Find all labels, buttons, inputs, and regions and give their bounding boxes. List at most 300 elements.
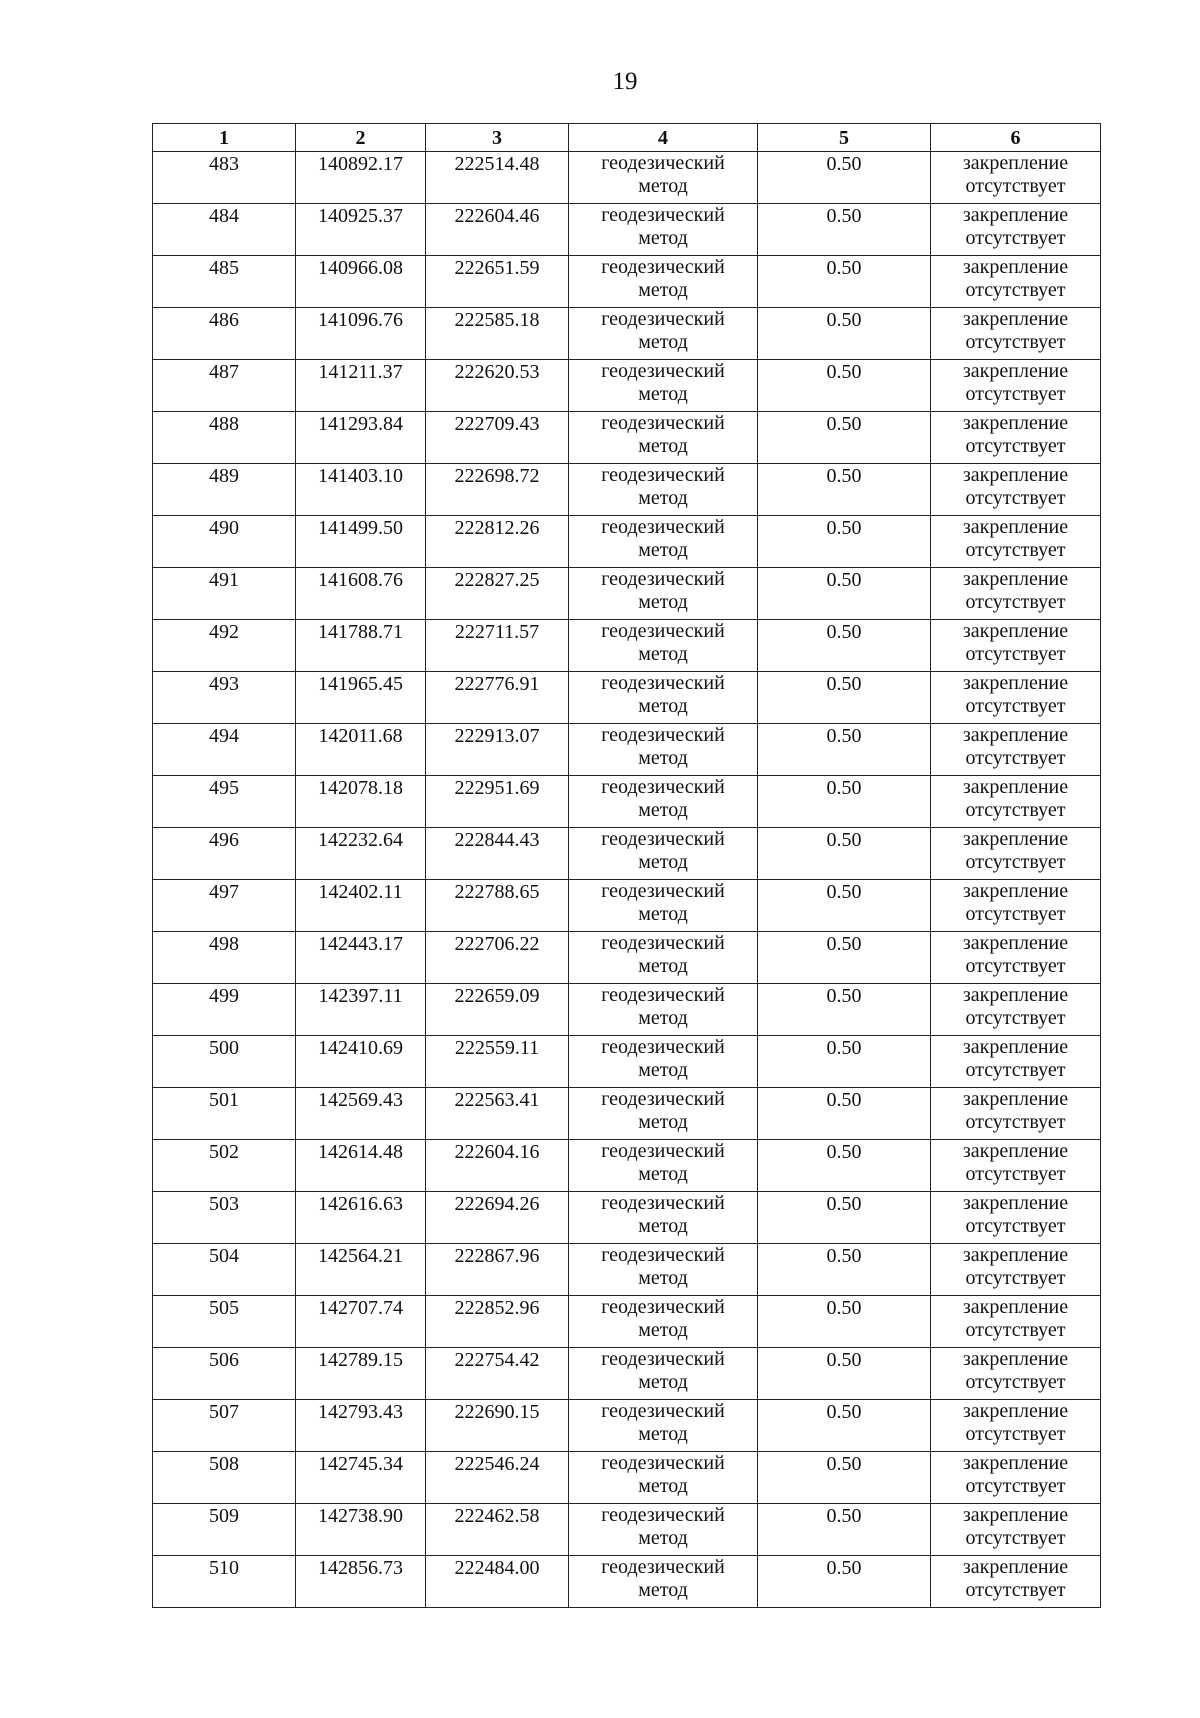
fixation-cell: [931, 1140, 1101, 1192]
point-number-text: 507: [209, 1401, 239, 1423]
coord-x: [296, 1296, 426, 1348]
point-number-text: 487: [209, 361, 239, 383]
accuracy-cell: [758, 880, 931, 932]
coord-y-text: 222812.26: [454, 517, 540, 539]
fixation-line-1: закрепление: [962, 412, 1069, 434]
coord-x-text: 140892.17: [318, 153, 403, 175]
table-row: [153, 1192, 1101, 1244]
point-number-text: 493: [209, 673, 239, 695]
accuracy-text: 0.50: [826, 1505, 862, 1527]
fixation-line-1: закрепление: [962, 204, 1069, 226]
coord-y-text: 222913.07: [454, 725, 540, 747]
point-number: [153, 724, 296, 776]
point-number-text: 484: [209, 205, 239, 227]
point-number: [153, 412, 296, 464]
fixation-cell: [931, 672, 1101, 724]
point-number-text: 505: [209, 1297, 239, 1319]
point-number: [153, 568, 296, 620]
fixation-cell: [931, 516, 1101, 568]
fixation-line-2: отсутствует: [965, 1579, 1066, 1601]
fixation-cell: [931, 1088, 1101, 1140]
method-line-2: метод: [638, 643, 688, 665]
coord-y-text: 222604.46: [454, 205, 540, 227]
coord-y: [426, 256, 569, 308]
method-cell: [569, 464, 758, 516]
coordinates-table-wrapper: [152, 123, 1100, 1608]
coord-y: [426, 464, 569, 516]
method-line-2: метод: [638, 227, 688, 249]
fixation-line-2: отсутствует: [965, 383, 1066, 405]
point-number: [153, 464, 296, 516]
method-cell: [569, 932, 758, 984]
fixation-cell: [931, 412, 1101, 464]
header-col-3: 3: [426, 124, 569, 152]
coord-x: [296, 412, 426, 464]
method-line-2: метод: [638, 383, 688, 405]
method-line-2: метод: [638, 1163, 688, 1185]
coord-x-text: 141965.45: [318, 673, 403, 695]
table-row: [153, 1088, 1101, 1140]
point-number: [153, 932, 296, 984]
method-line-1: геодезический: [601, 1036, 725, 1058]
fixation-line-1: закрепление: [962, 1244, 1069, 1266]
fixation-line-1: закрепление: [962, 880, 1069, 902]
accuracy-text: 0.50: [826, 1557, 862, 1579]
coord-x-text: 142564.21: [318, 1245, 403, 1267]
accuracy-text: 0.50: [826, 621, 862, 643]
coord-x: [296, 1400, 426, 1452]
point-number-text: 496: [209, 829, 239, 851]
method-cell: [569, 620, 758, 672]
coord-x: [296, 1088, 426, 1140]
point-number-text: 498: [209, 933, 239, 955]
point-number: [153, 256, 296, 308]
point-number: [153, 1504, 296, 1556]
method-line-2: метод: [638, 1579, 688, 1601]
coord-y: [426, 1452, 569, 1504]
coord-y: [426, 1296, 569, 1348]
method-line-2: метод: [638, 1111, 688, 1133]
coord-x: [296, 724, 426, 776]
accuracy-cell: [758, 204, 931, 256]
fixation-line-2: отсутствует: [965, 487, 1066, 509]
coord-y: [426, 204, 569, 256]
accuracy-text: 0.50: [826, 1037, 862, 1059]
method-line-1: геодезический: [601, 1348, 725, 1370]
accuracy-cell: [758, 412, 931, 464]
table-row: [153, 1452, 1101, 1504]
method-line-2: метод: [638, 851, 688, 873]
fixation-line-2: отсутствует: [965, 227, 1066, 249]
coord-x-text: 142745.34: [318, 1453, 403, 1475]
method-line-2: метод: [638, 331, 688, 353]
fixation-line-1: закрепление: [962, 672, 1069, 694]
accuracy-cell: [758, 1348, 931, 1400]
coord-y: [426, 1192, 569, 1244]
coord-x: [296, 1452, 426, 1504]
accuracy-text: 0.50: [826, 725, 862, 747]
coord-y: [426, 932, 569, 984]
coord-x-text: 142793.43: [318, 1401, 403, 1423]
fixation-cell: [931, 620, 1101, 672]
coord-y-text: 222651.59: [454, 257, 540, 279]
table-row: [153, 152, 1101, 204]
method-cell: [569, 1140, 758, 1192]
point-number-text: 492: [209, 621, 239, 643]
fixation-line-2: отсутствует: [965, 1267, 1066, 1289]
coord-x-text: 142569.43: [318, 1089, 403, 1111]
fixation-line-1: закрепление: [962, 724, 1069, 746]
coord-x-text: 141499.50: [318, 517, 403, 539]
coord-x: [296, 776, 426, 828]
fixation-cell: [931, 1348, 1101, 1400]
accuracy-text: 0.50: [826, 1141, 862, 1163]
accuracy-cell: [758, 984, 931, 1036]
point-number: [153, 1140, 296, 1192]
method-line-2: метод: [638, 1319, 688, 1341]
method-cell: [569, 1452, 758, 1504]
method-line-2: метод: [638, 695, 688, 717]
table-row: [153, 568, 1101, 620]
coord-y: [426, 308, 569, 360]
coord-x-text: 142011.68: [318, 725, 403, 747]
method-line-1: геодезический: [601, 1192, 725, 1214]
method-cell: [569, 1504, 758, 1556]
fixation-line-1: закрепление: [962, 1400, 1069, 1422]
method-line-2: метод: [638, 487, 688, 509]
fixation-line-2: отсутствует: [965, 175, 1066, 197]
fixation-line-1: закрепление: [962, 1452, 1069, 1474]
fixation-line-2: отсутствует: [965, 1527, 1066, 1549]
accuracy-text: 0.50: [826, 1297, 862, 1319]
accuracy-text: 0.50: [826, 153, 862, 175]
coord-x-text: 142707.74: [318, 1297, 403, 1319]
fixation-line-2: отсутствует: [965, 1215, 1066, 1237]
coord-x: [296, 828, 426, 880]
fixation-line-1: закрепление: [962, 360, 1069, 382]
coord-y-text: 222659.09: [454, 985, 540, 1007]
coord-x-text: 141403.10: [318, 465, 403, 487]
coord-y: [426, 1036, 569, 1088]
fixation-line-2: отсутствует: [965, 1371, 1066, 1393]
point-number-text: 497: [209, 881, 239, 903]
method-cell: [569, 1400, 758, 1452]
fixation-line-1: закрепление: [962, 308, 1069, 330]
coord-x: [296, 1504, 426, 1556]
coord-x-text: 142397.11: [318, 985, 403, 1007]
coord-y: [426, 1244, 569, 1296]
coord-x: [296, 1140, 426, 1192]
coord-x: [296, 152, 426, 204]
method-line-1: геодезический: [601, 568, 725, 590]
coord-x: [296, 1036, 426, 1088]
coord-x-text: 142443.17: [318, 933, 403, 955]
fixation-line-2: отсутствует: [965, 955, 1066, 977]
accuracy-cell: [758, 776, 931, 828]
coord-x-text: 141211.37: [318, 361, 403, 383]
fixation-cell: [931, 1400, 1101, 1452]
accuracy-text: 0.50: [826, 1089, 862, 1111]
coord-y: [426, 1140, 569, 1192]
method-line-1: геодезический: [601, 1452, 725, 1474]
table-row: [153, 1400, 1101, 1452]
point-number-text: 483: [209, 153, 239, 175]
table-row: [153, 672, 1101, 724]
method-line-1: геодезический: [601, 256, 725, 278]
point-number: [153, 516, 296, 568]
coord-y: [426, 1556, 569, 1608]
point-number: [153, 152, 296, 204]
point-number-text: 500: [209, 1037, 239, 1059]
fixation-line-2: отсутствует: [965, 1319, 1066, 1341]
point-number: [153, 1400, 296, 1452]
header-col-4: 4: [569, 124, 758, 152]
fixation-cell: [931, 568, 1101, 620]
method-line-1: геодезический: [601, 464, 725, 486]
fixation-cell: [931, 204, 1101, 256]
table-row: [153, 1348, 1101, 1400]
table-header: [153, 124, 1101, 152]
point-number: [153, 1088, 296, 1140]
accuracy-text: 0.50: [826, 361, 862, 383]
fixation-line-1: закрепление: [962, 1140, 1069, 1162]
method-line-2: метод: [638, 435, 688, 457]
coord-x: [296, 1556, 426, 1608]
coord-y: [426, 880, 569, 932]
coord-x: [296, 984, 426, 1036]
method-line-2: метод: [638, 903, 688, 925]
table-row: [153, 620, 1101, 672]
accuracy-cell: [758, 932, 931, 984]
method-line-2: метод: [638, 175, 688, 197]
coord-y-text: 222844.43: [454, 829, 540, 851]
coord-x-text: 140925.37: [318, 205, 403, 227]
fixation-cell: [931, 256, 1101, 308]
method-line-1: геодезический: [601, 1140, 725, 1162]
fixation-line-2: отсутствует: [965, 747, 1066, 769]
coord-x-text: 141096.76: [318, 309, 403, 331]
fixation-line-2: отсутствует: [965, 331, 1066, 353]
coord-x-text: 140966.08: [318, 257, 403, 279]
method-line-1: геодезический: [601, 360, 725, 382]
fixation-line-2: отсутствует: [965, 591, 1066, 613]
method-line-2: метод: [638, 747, 688, 769]
coord-x-text: 142616.63: [318, 1193, 403, 1215]
point-number-text: 506: [209, 1349, 239, 1371]
fixation-cell: [931, 1296, 1101, 1348]
coord-x: [296, 256, 426, 308]
fixation-line-2: отсутствует: [965, 851, 1066, 873]
method-cell: [569, 828, 758, 880]
accuracy-cell: [758, 724, 931, 776]
coord-x-text: 141788.71: [318, 621, 403, 643]
accuracy-cell: [758, 1296, 931, 1348]
fixation-line-1: закрепление: [962, 620, 1069, 642]
coord-x: [296, 464, 426, 516]
coord-x: [296, 932, 426, 984]
table-row: [153, 1556, 1101, 1608]
fixation-line-2: отсутствует: [965, 1475, 1066, 1497]
method-line-1: геодезический: [601, 1244, 725, 1266]
accuracy-cell: [758, 672, 931, 724]
coord-x-text: 142402.11: [318, 881, 403, 903]
method-cell: [569, 776, 758, 828]
method-line-2: метод: [638, 1371, 688, 1393]
fixation-line-1: закрепление: [962, 1348, 1069, 1370]
header-col-1: 1: [153, 124, 296, 152]
method-line-1: геодезический: [601, 204, 725, 226]
table-row: [153, 724, 1101, 776]
method-line-1: геодезический: [601, 880, 725, 902]
fixation-cell: [931, 1244, 1101, 1296]
method-cell: [569, 204, 758, 256]
coord-x: [296, 620, 426, 672]
method-line-1: геодезический: [601, 412, 725, 434]
fixation-line-2: отсутствует: [965, 435, 1066, 457]
accuracy-cell: [758, 464, 931, 516]
table-row: [153, 1140, 1101, 1192]
point-number: [153, 360, 296, 412]
accuracy-cell: [758, 308, 931, 360]
coord-y-text: 222711.57: [454, 621, 540, 643]
fixation-line-2: отсутствует: [965, 1423, 1066, 1445]
point-number: [153, 1452, 296, 1504]
accuracy-text: 0.50: [826, 1245, 862, 1267]
accuracy-text: 0.50: [826, 569, 862, 591]
coord-x-text: 141608.76: [318, 569, 403, 591]
fixation-cell: [931, 360, 1101, 412]
coord-x-text: 141293.84: [318, 413, 403, 435]
coord-y: [426, 1400, 569, 1452]
fixation-line-1: закрепление: [962, 152, 1069, 174]
coord-y: [426, 776, 569, 828]
accuracy-cell: [758, 1452, 931, 1504]
coord-x: [296, 672, 426, 724]
method-cell: [569, 1244, 758, 1296]
fixation-cell: [931, 1192, 1101, 1244]
coord-x-text: 142410.69: [318, 1037, 403, 1059]
table-row: [153, 1504, 1101, 1556]
table-row: [153, 1244, 1101, 1296]
coord-x: [296, 204, 426, 256]
accuracy-cell: [758, 1556, 931, 1608]
point-number: [153, 1348, 296, 1400]
fixation-cell: [931, 880, 1101, 932]
fixation-line-1: закрепление: [962, 1504, 1069, 1526]
fixation-line-2: отсутствует: [965, 643, 1066, 665]
fixation-line-2: отсутствует: [965, 903, 1066, 925]
fixation-line-1: закрепление: [962, 828, 1069, 850]
method-cell: [569, 308, 758, 360]
coord-y-text: 222514.48: [454, 153, 540, 175]
accuracy-cell: [758, 1244, 931, 1296]
method-line-1: геодезический: [601, 1296, 725, 1318]
method-cell: [569, 724, 758, 776]
point-number: [153, 672, 296, 724]
coord-y-text: 222563.41: [454, 1089, 540, 1111]
method-cell: [569, 152, 758, 204]
accuracy-cell: [758, 360, 931, 412]
method-line-2: метод: [638, 1215, 688, 1237]
method-line-2: метод: [638, 1059, 688, 1081]
coord-x: [296, 1192, 426, 1244]
method-line-2: метод: [638, 799, 688, 821]
accuracy-text: 0.50: [826, 985, 862, 1007]
accuracy-cell: [758, 256, 931, 308]
accuracy-text: 0.50: [826, 829, 862, 851]
accuracy-cell: [758, 1192, 931, 1244]
coord-y-text: 222827.25: [454, 569, 540, 591]
method-cell: [569, 672, 758, 724]
point-number-text: 502: [209, 1141, 239, 1163]
method-line-1: геодезический: [601, 672, 725, 694]
fixation-line-1: закрепление: [962, 568, 1069, 590]
accuracy-text: 0.50: [826, 205, 862, 227]
method-line-1: геодезический: [601, 152, 725, 174]
method-line-1: геодезический: [601, 776, 725, 798]
point-number: [153, 984, 296, 1036]
fixation-line-1: закрепление: [962, 932, 1069, 954]
point-number: [153, 880, 296, 932]
point-number: [153, 1036, 296, 1088]
accuracy-text: 0.50: [826, 1193, 862, 1215]
method-cell: [569, 1348, 758, 1400]
coord-y-text: 222852.96: [454, 1297, 540, 1319]
coord-x-text: 142232.64: [318, 829, 403, 851]
coord-y: [426, 724, 569, 776]
header-col-5: 5: [758, 124, 931, 152]
accuracy-cell: [758, 1088, 931, 1140]
method-line-1: геодезический: [601, 932, 725, 954]
fixation-cell: [931, 464, 1101, 516]
point-number: [153, 1296, 296, 1348]
coord-y: [426, 1504, 569, 1556]
table-row: [153, 776, 1101, 828]
fixation-line-2: отсутствует: [965, 1059, 1066, 1081]
coord-y-text: 222788.65: [454, 881, 540, 903]
method-line-2: метод: [638, 279, 688, 301]
method-cell: [569, 1296, 758, 1348]
point-number-text: 510: [209, 1557, 239, 1579]
fixation-line-2: отсутствует: [965, 1007, 1066, 1029]
point-number-text: 509: [209, 1505, 239, 1527]
accuracy-cell: [758, 620, 931, 672]
method-cell: [569, 1036, 758, 1088]
method-cell: [569, 1556, 758, 1608]
accuracy-cell: [758, 828, 931, 880]
coord-y: [426, 568, 569, 620]
accuracy-text: 0.50: [826, 1453, 862, 1475]
table-row: [153, 932, 1101, 984]
coord-y-text: 222484.00: [454, 1557, 540, 1579]
accuracy-text: 0.50: [826, 933, 862, 955]
method-line-1: геодезический: [601, 620, 725, 642]
table-body: [153, 152, 1101, 1608]
method-cell: [569, 360, 758, 412]
method-line-2: метод: [638, 955, 688, 977]
fixation-line-1: закрепление: [962, 984, 1069, 1006]
coord-x-text: 142789.15: [318, 1349, 403, 1371]
coord-y-text: 222754.42: [454, 1349, 540, 1371]
accuracy-cell: [758, 152, 931, 204]
coord-y-text: 222559.11: [454, 1037, 540, 1059]
coord-x-text: 142078.18: [318, 777, 403, 799]
coord-x: [296, 568, 426, 620]
fixation-line-1: закрепление: [962, 1088, 1069, 1110]
coord-x-text: 142738.90: [318, 1505, 403, 1527]
method-line-1: геодезический: [601, 1504, 725, 1526]
table-row: [153, 412, 1101, 464]
